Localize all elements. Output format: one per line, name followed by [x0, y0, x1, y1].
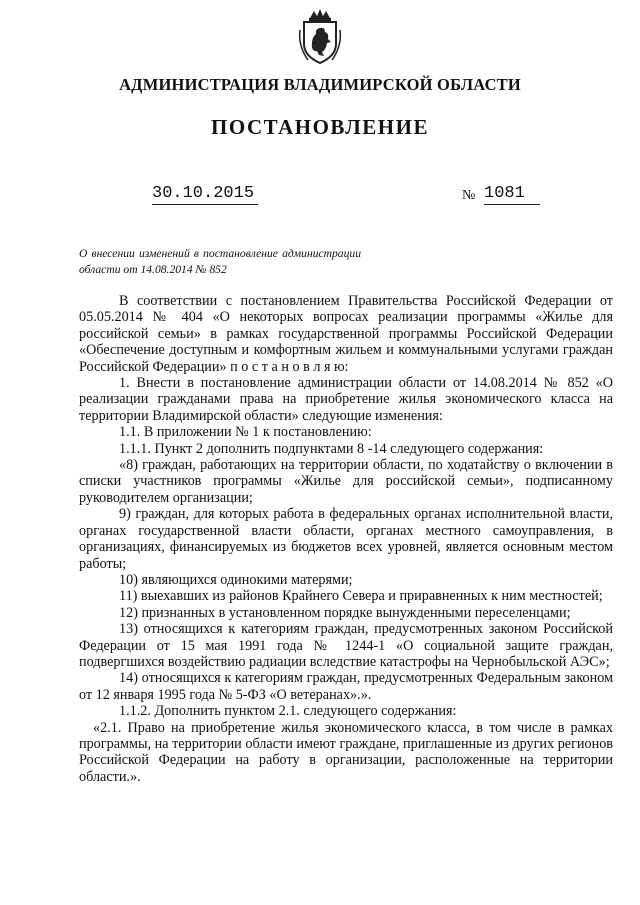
organization-title: АДМИНИСТРАЦИЯ ВЛАДИМИРСКОЙ ОБЛАСТИ [119, 75, 521, 94]
paragraph: 14) относящихся к категориям граждан, предусмотренных Федеральным законом от 12 января 1995 года № 5-ФЗ «О ветеранах».». [79, 670, 613, 703]
paragraph: «8) граждан, работающих на территории области, по ходатайству о включении в списки участников программы «Жилье для российской семьи», подписанному руководителем организации; [79, 457, 613, 506]
paragraph: 1. Внести в постановление администрации области от 14.08.2014 № 852 «О реализации гражданами права на приобретение жилья экономического класса на территории Владимирской области» следующие изменения: [79, 375, 613, 424]
coat-of-arms-icon [298, 8, 342, 66]
paragraph: 9) граждан, для которых работа в федеральных органах исполнительной власти, органах государственной власти области, органах местного самоуправления, в организациях, финансируемых из бюджетов всех уровней, является основным местом работы; [79, 506, 613, 572]
paragraph: 1.1.2. Дополнить пунктом 2.1. следующего содержания: [119, 703, 457, 720]
paragraph: 11) выехавших из районов Крайнего Севера и приравненных к ним местностей; [119, 588, 603, 605]
document-date: 30.10.2015 [152, 184, 258, 205]
paragraph: 1.1.1. Пункт 2 дополнить подпунктами 8 -14 следующего содержания: [119, 440, 544, 457]
paragraph: 1.1. В приложении № 1 к постановлению: [119, 424, 372, 441]
number-label: № [462, 188, 476, 203]
document-number: 1081 [484, 184, 540, 205]
paragraph: 13) относящихся к категориям граждан, предусмотренных законом Российской Федерации от 15 мая 1991 года № 1244-1 «О социальной защите граждан, подвергшихся воздействию радиации вследствие катастрофы на Чернобыльской АЭС»; [79, 621, 613, 670]
document-body [79, 293, 613, 785]
paragraph: 12) признанных в установленном порядке вынужденными переселенцами; [119, 604, 571, 621]
document-subject: О внесении изменений в постановление администрации области от 14.08.2014 № 852 [79, 247, 361, 276]
paragraph: 10) являющихся одинокими матерями; [119, 571, 353, 588]
document-type: ПОСТАНОВЛЕНИЕ [211, 115, 429, 139]
paragraph: «2.1. Право на приобретение жилья экономического класса, в том числе в рамках программы, на территории области имеют граждане, приглашенные из других регионов Российской Федерации на работу в организации, расположенные на территории области.». [79, 719, 613, 785]
paragraph: В соответствии с постановлением Правительства Российской Федерации от 05.05.2014 № 404 «О некоторых вопросах реализации программы «Жилье для российской семьи» в рамках государственной программы Российской Федерации «Обеспечение доступным и комфортным жильем и коммунальными услугами граждан Российской Федерации» п о с т а н о в л я ю: [79, 293, 613, 375]
